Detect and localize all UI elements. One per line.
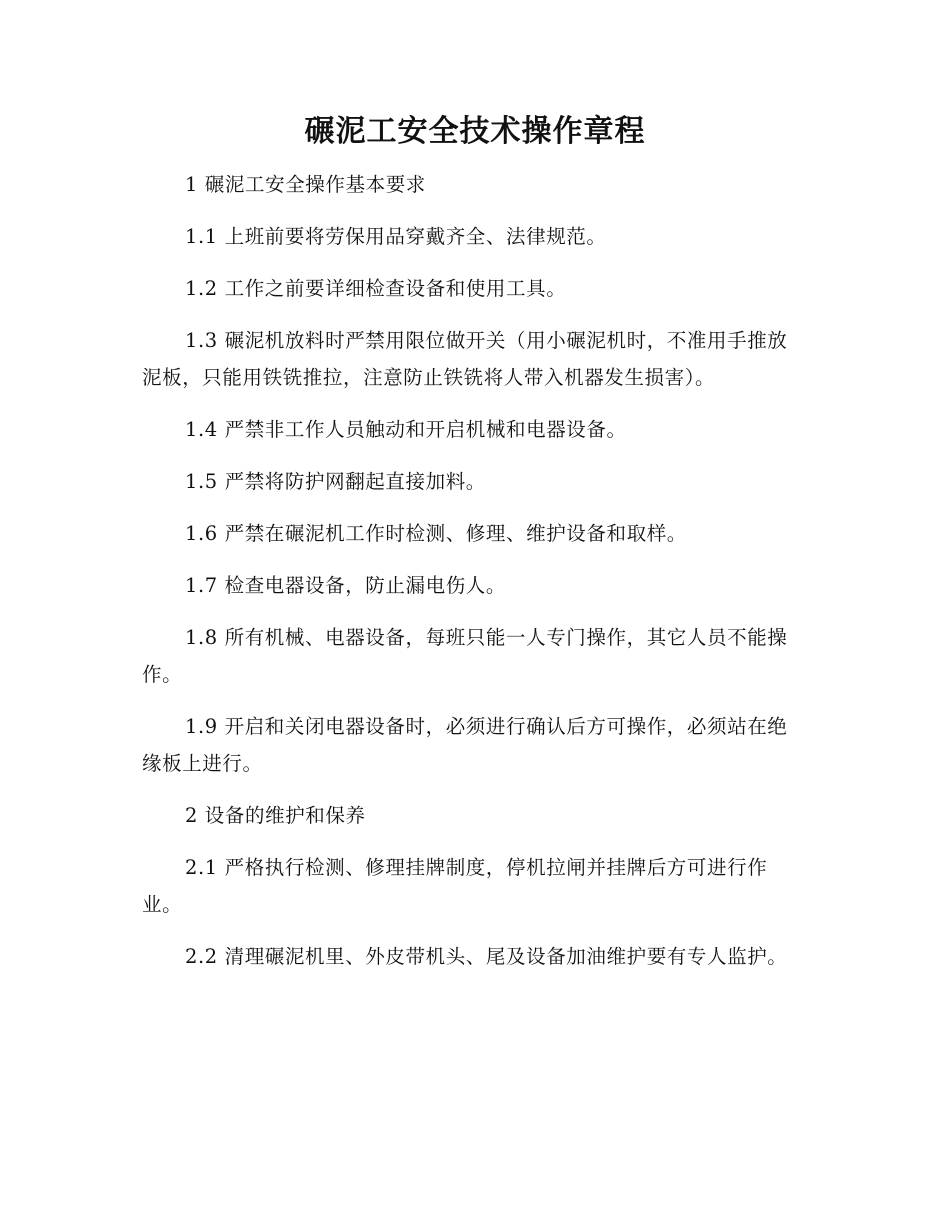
- clause-1-9: 1.9 开启和关闭电器设备时，必须进行确认后方可操作，必须站在绝缘板上进行。: [142, 715, 788, 775]
- clause-1-4: 1.4 严禁非工作人员触动和开启机械和电器设备。: [185, 418, 627, 441]
- clause-1-5: 1.5 严禁将防护网翻起直接加料。: [185, 470, 486, 493]
- section-heading-1: 1 碾泥工安全操作基本要求: [185, 173, 426, 196]
- section-heading-2: 2 设备的维护和保养: [185, 804, 366, 827]
- clause-1-7: 1.7 检查电器设备，防止漏电伤人。: [185, 574, 507, 597]
- clause-2-1: 2.1 严格执行检测、修理挂牌制度，停机拉闸并挂牌后方可进行作业。: [142, 856, 768, 916]
- document-title: 碾泥工安全技术操作章程: [304, 114, 646, 149]
- clause-1-2: 1.2 工作之前要详细检查设备和使用工具。: [185, 277, 567, 300]
- clause-2-2: 2.2 清理碾泥机里、外皮带机头、尾及设备加油维护要有专人监护。: [185, 945, 788, 968]
- clause-1-3: 1.3 碾泥机放料时严禁用限位做开关（用小碾泥机时，不准用手推放泥板，只能用铁铣推拉，注意防止铁铣将人带入机器发生损害）。: [142, 329, 788, 389]
- clause-1-6: 1.6 严禁在碾泥机工作时检测、修理、维护设备和取样。: [185, 522, 687, 545]
- clause-1-8: 1.8 所有机械、电器设备，每班只能一人专门操作，其它人员不能操作。: [142, 626, 788, 686]
- document-body: [142, 166, 797, 975]
- clause-1-1: 1.1 上班前要将劳保用品穿戴齐全、法律规范。: [185, 225, 607, 248]
